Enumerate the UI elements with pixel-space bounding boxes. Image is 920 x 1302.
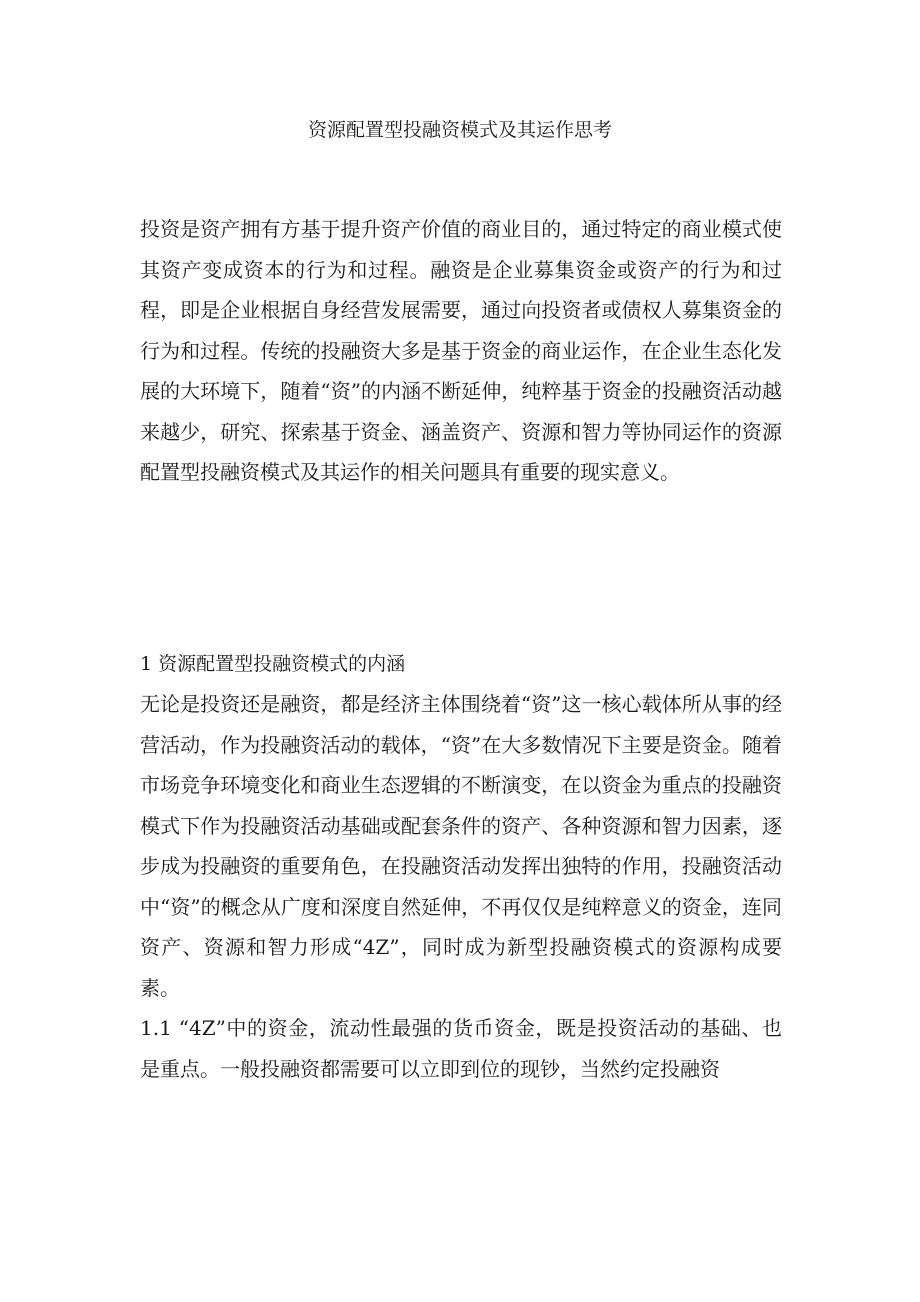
section-1-heading: 1 资源配置型投融资模式的内涵	[140, 653, 406, 675]
section-1-paragraph: 无论是投资还是融资，都是经济主体围绕着“资”这一核心载体所从事的经营活动，作为投融资活动的载体，“资”在大多数情况下主要是资金。随着市场竞争环境变化和商业生态逻辑的不断演变，在以资金为重点的投融资模式下作为投融资活动基础或配套条件的资产、各种资源和智力因素，逐步成为投融资的重要角色，在投融资活动发挥出独特的作用，投融资活动中“资”的概念从广度和深度自然延伸，不再仅仅是纯粹意义的资金，连同资产、资源和智力形成“4Z”，同时成为新型投融资模式的资源构成要素。	[140, 692, 782, 1000]
intro-paragraph: 投资是资产拥有方基于提升资产价值的商业目的，通过特定的商业模式使其资产变成资本的行为和过程。融资是企业募集资金或资产的行为和过程，即是企业根据自身经营发展需要，通过向投资者或债权人募集资金的行为和过程。传统的投融资大多是基于资金的商业运作，在企业生态化发展的大环境下，随着“资”的内涵不断延伸，纯粹基于资金的投融资活动越来越少，研究、探索基于资金、涵盖资产、资源和智力等协同运作的资源配置型投融资模式及其运作的相关问题具有重要的现实意义。	[140, 217, 782, 484]
section-1-1-paragraph: 1.1 “4Z”中的资金，流动性最强的货币资金，既是投资活动的基础、也是重点。一般投融资都需要可以立即到位的现钞，当然约定投融资	[140, 1016, 782, 1081]
document-title: 资源配置型投融资模式及其运作思考	[307, 119, 612, 141]
intro-block	[140, 209, 782, 493]
section-1	[140, 646, 782, 1089]
